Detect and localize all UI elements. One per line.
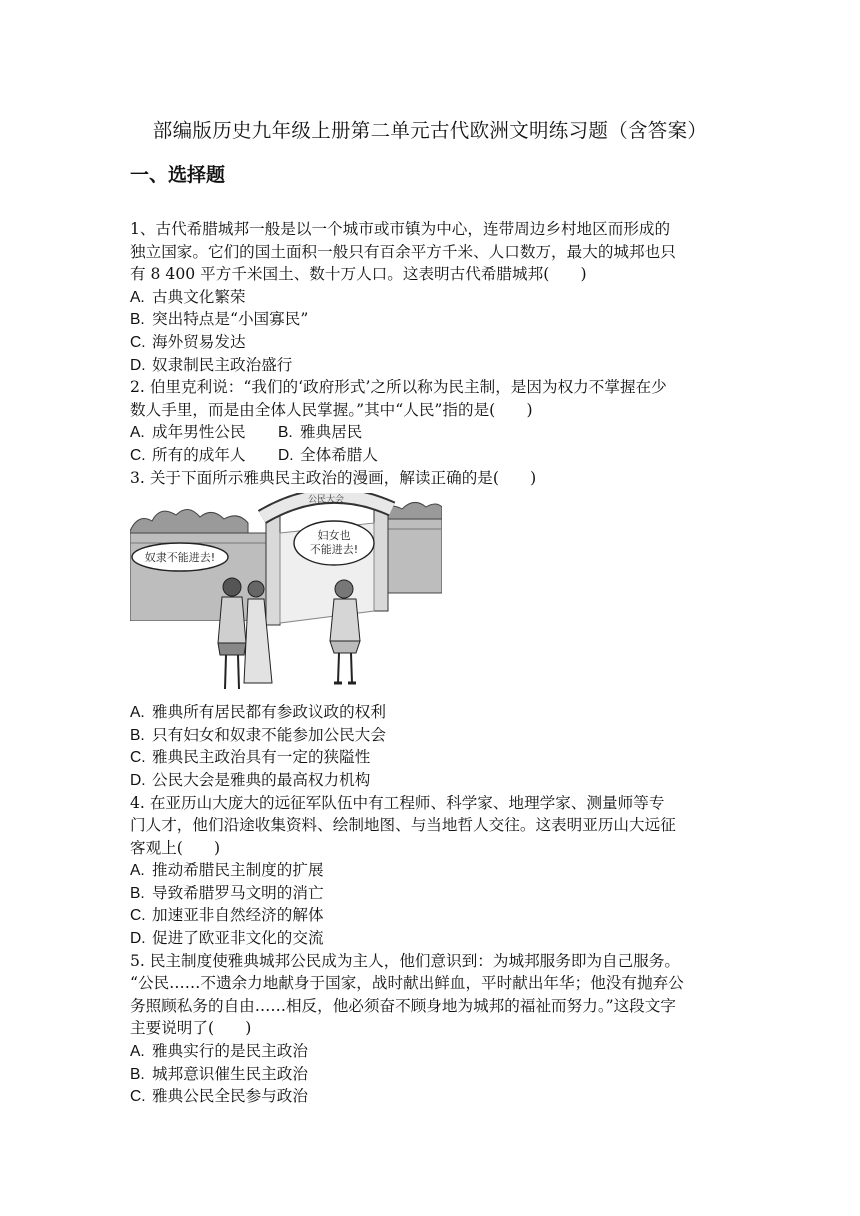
option-c: C. 所有的成年人 xyxy=(130,445,246,464)
gate-sign: 公民大会 xyxy=(307,495,345,506)
section-heading: 一、选择题 xyxy=(130,164,226,186)
option-c: C. 加速亚非自然经济的解体 xyxy=(130,906,324,925)
document-title: 部编版历史九年级上册第二单元古代欧洲文明练习题（含答案） xyxy=(152,119,708,142)
question-text-line: 独立国家。它们的国土面积一般只有百余平方千米、人口数万，最大的城邦也只 xyxy=(130,242,676,261)
question-text-line: 主要说明了( ) xyxy=(130,1019,252,1038)
right-speech-bubble-line-1: 妇女也 xyxy=(317,529,351,543)
option-row xyxy=(130,421,734,444)
right-speech-bubble-line-2: 不能进去! xyxy=(309,543,359,557)
option-d: D. 促进了欧亚非文化的交流 xyxy=(130,929,324,948)
option-c: C. 海外贸易发达 xyxy=(130,332,246,351)
option-b: B. 导致希腊罗马文明的消亡 xyxy=(130,883,324,902)
option-b: B. 突出特点是“小国寡民” xyxy=(130,310,309,329)
question-4 xyxy=(130,792,734,950)
option-a: A. 雅典所有居民都有参政议政的权利 xyxy=(130,703,386,722)
question-5 xyxy=(130,950,734,1108)
option-d: D. 全体希腊人 xyxy=(278,445,378,464)
question-list xyxy=(130,218,734,1108)
question-text-line: 4. 在亚历山大庞大的远征军队伍中有工程师、科学家、地理学家、测量师等专 xyxy=(130,793,665,812)
question-text-line: 3. 关于下面所示雅典民主政治的漫画，解读正确的是( ) xyxy=(130,468,537,487)
option-b: B. 雅典居民 xyxy=(278,423,363,442)
question-text-line: “公民……不遗余力地献身于国家，战时献出鲜血，平时献出年华；他没有抛弃公 xyxy=(130,974,684,993)
question-3 xyxy=(130,467,734,792)
option-a: A. 古典文化繁荣 xyxy=(130,287,246,306)
question-text-line: 务照顾私务的自由……相反，他必须奋不顾身地为城邦的福祉而努力。”这段文字 xyxy=(130,996,676,1015)
option-b: B. 城邦意识催生民主政治 xyxy=(130,1064,308,1083)
option-a: A. 推动希腊民主制度的扩展 xyxy=(130,861,324,880)
athens-democracy-cartoon xyxy=(130,493,442,697)
question-text-line: 门人才，他们沿途收集资料、绘制地图、与当地哲人交往。这表明亚历山大远征 xyxy=(130,816,676,835)
option-d: D. 奴隶制民主政治盛行 xyxy=(130,355,293,374)
option-d: D. 公民大会是雅典的最高权力机构 xyxy=(130,770,371,789)
option-a: A. 雅典实行的是民主政治 xyxy=(130,1042,308,1061)
question-text-line: 客观上( ) xyxy=(130,838,221,857)
question-text-line: 有 8 400 平方千米国土、数十万人口。这表明古代希腊城邦( ) xyxy=(130,265,587,284)
left-speech-bubble: 奴隶不能进去! xyxy=(144,551,216,565)
question-2 xyxy=(130,376,734,466)
option-row xyxy=(130,444,734,467)
option-b: B. 只有妇女和奴隶不能参加公民大会 xyxy=(130,725,386,744)
question-text-line: 5. 民主制度使雅典城邦公民成为主人，他们意识到：为城邦服务即为自己服务。 xyxy=(130,951,681,970)
option-a: A. 成年男性公民 xyxy=(130,423,246,442)
question-text-line: 2. 伯里克利说：“我们的‘政府形式’之所以称为民主制，是因为权力不掌握在少 xyxy=(130,378,667,397)
option-c: C. 雅典民主政治具有一定的狭隘性 xyxy=(130,748,371,767)
question-text-line: 数人手里，而是由全体人民掌握。”其中“人民”指的是( ) xyxy=(130,400,533,419)
question-text-line: 1、古代希腊城邦一般是以一个城市或市镇为中心，连带周边乡村地区而形成的 xyxy=(130,220,671,238)
option-c: C. 雅典公民全民参与政治 xyxy=(130,1087,308,1106)
question-1 xyxy=(130,218,734,376)
